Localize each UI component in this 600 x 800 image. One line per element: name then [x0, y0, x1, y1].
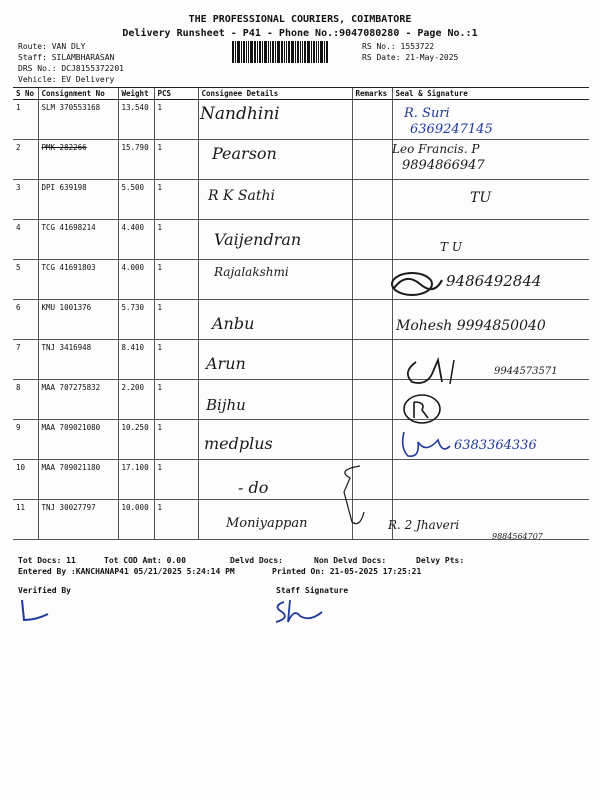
table-row [13, 180, 589, 220]
weight-cell: 5.500 [118, 180, 154, 220]
table-header-row [13, 88, 589, 100]
table-row [13, 420, 589, 460]
consignment-cell: DPI 639198 [38, 180, 118, 220]
seal-cell [392, 220, 589, 260]
weight-cell: 13.540 [118, 100, 154, 140]
handwritten-consignee: medplus [204, 434, 273, 453]
consignment-cell: TCG 41698214 [38, 220, 118, 260]
vehicle-text: Vehicle: EV Delivery [18, 75, 115, 84]
non-delivered-docs: Non Delvd Docs: [314, 556, 387, 565]
consignee-cell [198, 180, 352, 220]
scribble-signature [402, 354, 466, 388]
seal-cell [392, 140, 589, 180]
weight-cell: 8.410 [118, 340, 154, 380]
consignment-cell: SLM 370553168 [38, 100, 118, 140]
pcs-cell: 1 [154, 420, 198, 460]
seal-cell [392, 460, 589, 500]
consignment-cell: KMU 1001376 [38, 300, 118, 340]
handwritten-phone: 9944573571 [494, 366, 558, 377]
sno-cell: 5 [13, 260, 38, 300]
consignment-cell: MAA 709021080 [38, 420, 118, 460]
remarks-cell [352, 140, 392, 180]
sno-cell: 10 [13, 460, 38, 500]
sno-cell: 6 [13, 300, 38, 340]
seal-cell [392, 500, 589, 540]
remarks-cell [352, 380, 392, 420]
handwritten-phone: 9486492844 [446, 272, 542, 290]
tot-docs: Tot Docs: 11 [18, 556, 76, 565]
scribble-signature [386, 266, 446, 302]
tot-cod-amount: Tot COD Amt: 0.00 [104, 556, 186, 565]
verified-by-label: Verified By [18, 586, 71, 595]
runsheet-subtitle: Delivery Runsheet - P41 - Phone No.:9047080280 - Page No.:1 [122, 28, 478, 39]
consignee-cell [198, 220, 352, 260]
handwritten-signature: R. 2 Jhaveri [388, 518, 460, 532]
consignee-cell [198, 260, 352, 300]
col-sno: S No [13, 88, 38, 100]
handwritten-signature: T U [440, 240, 462, 254]
handwritten-signature: R. Suri [404, 106, 450, 121]
weight-cell: 10.250 [118, 420, 154, 460]
handwritten-consignee: Nandhini [200, 104, 280, 124]
staff-signature-mark [270, 598, 330, 626]
table-row [13, 140, 589, 180]
staff-text: Staff: SILAMBHARASAN [18, 53, 115, 62]
weight-cell: 5.730 [118, 300, 154, 340]
weight-cell: 4.400 [118, 220, 154, 260]
runsheet-table [13, 87, 589, 540]
consignment-cell: TCG 41691803 [38, 260, 118, 300]
handwritten-phone: 6383364336 [454, 438, 537, 453]
remarks-cell [352, 420, 392, 460]
table-row [13, 260, 589, 300]
col-consignment: Consignment No [38, 88, 118, 100]
table-row [13, 220, 589, 260]
handwritten-consignee: Arun [206, 354, 246, 373]
handwritten-consignee: - do [238, 478, 269, 497]
consignee-cell [198, 100, 352, 140]
sno-cell: 9 [13, 420, 38, 460]
sno-cell: 3 [13, 180, 38, 220]
printed-on: Printed On: 21-05-2025 17:25:21 [272, 567, 422, 576]
pcs-cell: 1 [154, 500, 198, 540]
col-remarks: Remarks [352, 88, 392, 100]
seal-cell [392, 300, 589, 340]
consignee-cell [198, 460, 352, 500]
sno-cell: 1 [13, 100, 38, 140]
sno-cell: 8 [13, 380, 38, 420]
pcs-cell: 1 [154, 460, 198, 500]
weight-cell: 2.200 [118, 380, 154, 420]
pcs-cell: 1 [154, 380, 198, 420]
rs-number: RS No.: 1553722 [362, 42, 435, 51]
handwritten-consignee: Rajalakshmi [214, 265, 289, 279]
seal-cell [392, 100, 589, 140]
staff-signature-label: Staff Signature [276, 586, 349, 595]
consignee-cell [198, 300, 352, 340]
table-row [13, 460, 589, 500]
handwritten-consignee: Vaijendran [214, 230, 302, 249]
scribble-signature [398, 428, 454, 464]
col-seal: Seal & Signature [392, 88, 589, 100]
pcs-cell: 1 [154, 180, 198, 220]
delivery-points: Delvy Pts: [416, 556, 465, 565]
remarks-cell [352, 100, 392, 140]
consignment-cell: PMK 282266 [38, 140, 118, 180]
pcs-cell: 1 [154, 260, 198, 300]
handwritten-consignee: Pearson [212, 144, 277, 163]
pcs-cell: 1 [154, 100, 198, 140]
table-row [13, 340, 589, 380]
remarks-cell [352, 340, 392, 380]
pcs-cell: 1 [154, 340, 198, 380]
seal-cell [392, 180, 589, 220]
handwritten-consignee: Anbu [212, 314, 255, 333]
scribble-signature [400, 392, 444, 426]
pcs-cell: 1 [154, 300, 198, 340]
col-weight: Weight [118, 88, 154, 100]
handwritten-consignee: R K Sathi [208, 188, 275, 204]
weight-cell: 4.000 [118, 260, 154, 300]
route-text: Route: VAN DLY [18, 42, 86, 51]
rs-date: RS Date: 21-May-2025 [362, 53, 459, 62]
table-row [13, 500, 589, 540]
consignment-cell: TNJ 30027797 [38, 500, 118, 540]
remarks-cell [352, 220, 392, 260]
col-consignee: Consignee Details [198, 88, 352, 100]
drs-text: DRS No.: DCJ8155372201 [18, 64, 124, 73]
handwritten-signature: Mohesh 9994850040 [396, 318, 546, 334]
weight-cell: 17.100 [118, 460, 154, 500]
table-row [13, 380, 589, 420]
remarks-cell [352, 300, 392, 340]
handwritten-phone: 9894866947 [402, 158, 485, 173]
consignment-cell: MAA 709021180 [38, 460, 118, 500]
col-pcs: PCS [154, 88, 198, 100]
sno-cell: 4 [13, 220, 38, 260]
entered-by: Entered By :KANCHANAP41 05/21/2025 5:24:14 PM [18, 567, 235, 576]
consignee-cell [198, 380, 352, 420]
consignee-cell [198, 420, 352, 460]
handwritten-signature: Leo Francis. P [392, 142, 480, 156]
handwritten-signature: TU [470, 190, 492, 206]
consignee-cell [198, 340, 352, 380]
pcs-cell: 1 [154, 220, 198, 260]
delivered-docs: Delvd Docs: [230, 556, 283, 565]
consignee-cell [198, 500, 352, 540]
sno-cell: 11 [13, 500, 38, 540]
remarks-cell [352, 180, 392, 220]
weight-cell: 10.000 [118, 500, 154, 540]
sno-cell: 7 [13, 340, 38, 380]
handwritten-phone: 9884564707 [492, 532, 543, 541]
pcs-cell: 1 [154, 140, 198, 180]
consignment-cell: MAA 707275832 [38, 380, 118, 420]
sno-cell: 2 [13, 140, 38, 180]
scribble-mark [330, 462, 386, 532]
handwritten-phone: 6369247145 [410, 122, 493, 137]
table-row [13, 300, 589, 340]
consignment-cell: TNJ 3416948 [38, 340, 118, 380]
weight-cell: 15.790 [118, 140, 154, 180]
barcode-image [232, 41, 358, 63]
handwritten-consignee: Bijhu [206, 396, 246, 414]
company-title: THE PROFESSIONAL COURIERS, COIMBATORE [188, 14, 412, 25]
table-row [13, 100, 589, 140]
handwritten-consignee: Moniyappan [226, 516, 308, 531]
consignee-cell [198, 140, 352, 180]
verifier-signature [16, 598, 56, 624]
